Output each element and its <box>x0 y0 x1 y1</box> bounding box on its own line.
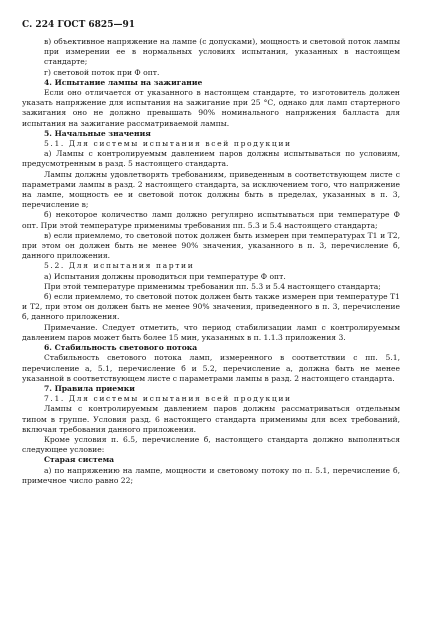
note-paragraph: Примечание. Следует отметить, что период стабилизации ламп с контролируемым давлением паров может быть более 15 мин, указанных в п. 1.1.3 приложения 3. <box>22 322 400 342</box>
section-6-heading: 6. Стабильность светового потока <box>44 343 198 353</box>
para-5-2-temp: При этой температуре применимы требования пп. 5.3 и 5.4 настоящего стандарта; <box>44 281 381 291</box>
page-header <box>22 20 400 31</box>
para-old-system-a: а) по напряжению на лампе, мощности и световому потоку по п. 5.1, перечисление б, примечное число равно 22; <box>22 465 400 485</box>
item-g: г) световой поток при Ф опт. <box>44 67 160 77</box>
para-5-1-a: а) Лампы с контролируемым давлением паров должны испытываться по условиям, предусмотренным в разд. 5 настоящего стандарта. <box>22 149 400 169</box>
para-7-1-condition: Кроме условия п. 6.5, перечисление б, настоящего стандарта должно выполняться следующее условие: <box>22 434 400 455</box>
para-5-1-requirements: Лампы должны удовлетворять требованиям, приведенным в соответствующем листе с параметрами лампы в разд. 2 настоящего стандарта, за исключением того, что напряжение на лампе, мощность ее и световой поток должны быть в пределах, указанных в п. 3, перечисление в; <box>22 169 400 210</box>
section-4-heading: 4. Испытание лампы на зажигание <box>44 77 203 87</box>
para-7-1-text: Лампы с контролируемым давлением паров должны рассматриваться отдельным типом в группе. Условия разд. 6 настоящего стандарта применимы для всех требований, включая требования данного приложения. <box>22 404 400 434</box>
section-4-text: Если оно отличается от указанного в настоящем стандарте, то изготовитель должен указать напряжение для испытания на зажигание при 25 °С, однако для ламп стартерного зажигания оно не должно превышать 90% номинального напряжения балласта для испытания на зажигание рассматриваемой лампы. <box>22 88 400 128</box>
subsection-5-1-heading: 5.1. Для системы испытания всей продукции <box>44 139 292 149</box>
section-5-heading: 5. Начальные значения <box>44 128 151 138</box>
section-7-heading: 7. Правила приемки <box>44 383 135 393</box>
page-number: С. 224 <box>22 20 55 30</box>
para-5-2-b: б) если приемлемо, то световой поток должен быть также измерен при температуре T1 и T2, при этом он должен быть не менее 90% значения, приведенного в п. 3, перечисление б, данного приложения. <box>22 292 400 322</box>
section-6-text: Стабильность светового потока ламп, измеренного в соответствии с пп. 5.1, перечисление а, 5.1, перечисление б и 5.2, перечисление а, должна быть не менее указанной в соответствующем листе с параметрами лампы в разд. 2 настоящего стандарта. <box>22 353 400 383</box>
old-system-heading: Старая система <box>44 455 115 465</box>
subsection-7-1-heading: 7.1. Для системы испытания всей продукции <box>44 394 292 404</box>
para-5-1-v: в) если приемлемо, то световой поток должен быть измерен при температурах T1 и T2, при этом он должен быть не менее 90% значения, указанного в п. 3, перечисление б, данного приложения. <box>22 230 400 261</box>
standard-code: ГОСТ 6825—91 <box>57 20 135 30</box>
item-v: в) объективное напряжение на лампе (с допусками), мощность и световой поток лампы при измерении ее в нормальных условиях испытания, указанных в настоящем стандарте; <box>44 37 400 67</box>
para-5-1-b: б) некоторое количество ламп должно регулярно испытываться при температуре Ф опт. При этой температуре применимы требования пп. 5.3 и 5.4 настоящего стандарта; <box>22 210 400 230</box>
subsection-5-2-heading: 5.2. Для испытания партии <box>44 261 195 271</box>
para-5-2-a: а) Испытания должны проводиться при температуре Ф опт. <box>44 271 286 281</box>
